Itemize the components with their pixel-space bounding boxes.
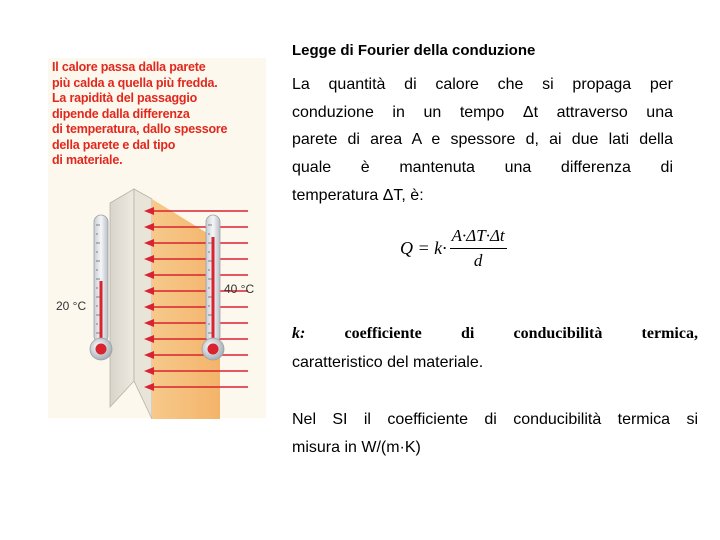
caption-line: della parete e dal tipo [52,137,176,152]
cold-temperature-label: 20 °C [56,299,87,313]
intro-line: quale è mantenuta una differenza di [292,159,673,176]
formula-lhs: Q = k· [400,238,447,258]
caption-line: di materiale. [52,153,123,167]
k-definition [292,325,698,343]
intro-line: parete di area A e spessore d, ai due lati della [292,131,673,148]
caption-line: di temperatura, dallo spessore [52,122,228,136]
intro-line: La quantità di calore che si propaga per [292,76,673,93]
caption-line: più calda a quella più fredda. [52,75,218,90]
formula-fraction [450,226,507,271]
k-word: conducibilità [513,325,603,342]
formula-denominator: d [473,251,483,270]
k-word: coefficiente [344,325,422,342]
k-definition-continuation: caratteristico del materiale. [292,354,484,371]
page-title: Legge di Fourier della conduzione [292,42,536,59]
cold-thermometer [90,215,112,360]
si-unit-line: misura in W/(m·K) [292,439,421,456]
caption-line: La rapidità del passaggio [52,91,198,105]
fourier-formula [400,226,507,271]
hot-temperature-label: 40 °C [224,282,255,296]
k-word: di [460,325,475,342]
k-word: termica, [641,325,698,342]
caption-line: Il calore passa dalla parete [52,60,206,74]
formula-numerator: A·ΔT·Δt [450,226,507,249]
figure-caption [52,60,252,169]
intro-line: conduzione in un tempo Δt attraverso una [292,104,673,121]
wall-front [134,189,152,419]
intro-line: temperatura ΔT, è: [292,187,424,204]
si-unit-line: Nel SI il coefficiente di conducibilità termica si [292,411,698,428]
caption-line: dipende dalla differenza [52,106,190,121]
wall-side [110,189,134,407]
k-symbol: k: [292,325,306,342]
